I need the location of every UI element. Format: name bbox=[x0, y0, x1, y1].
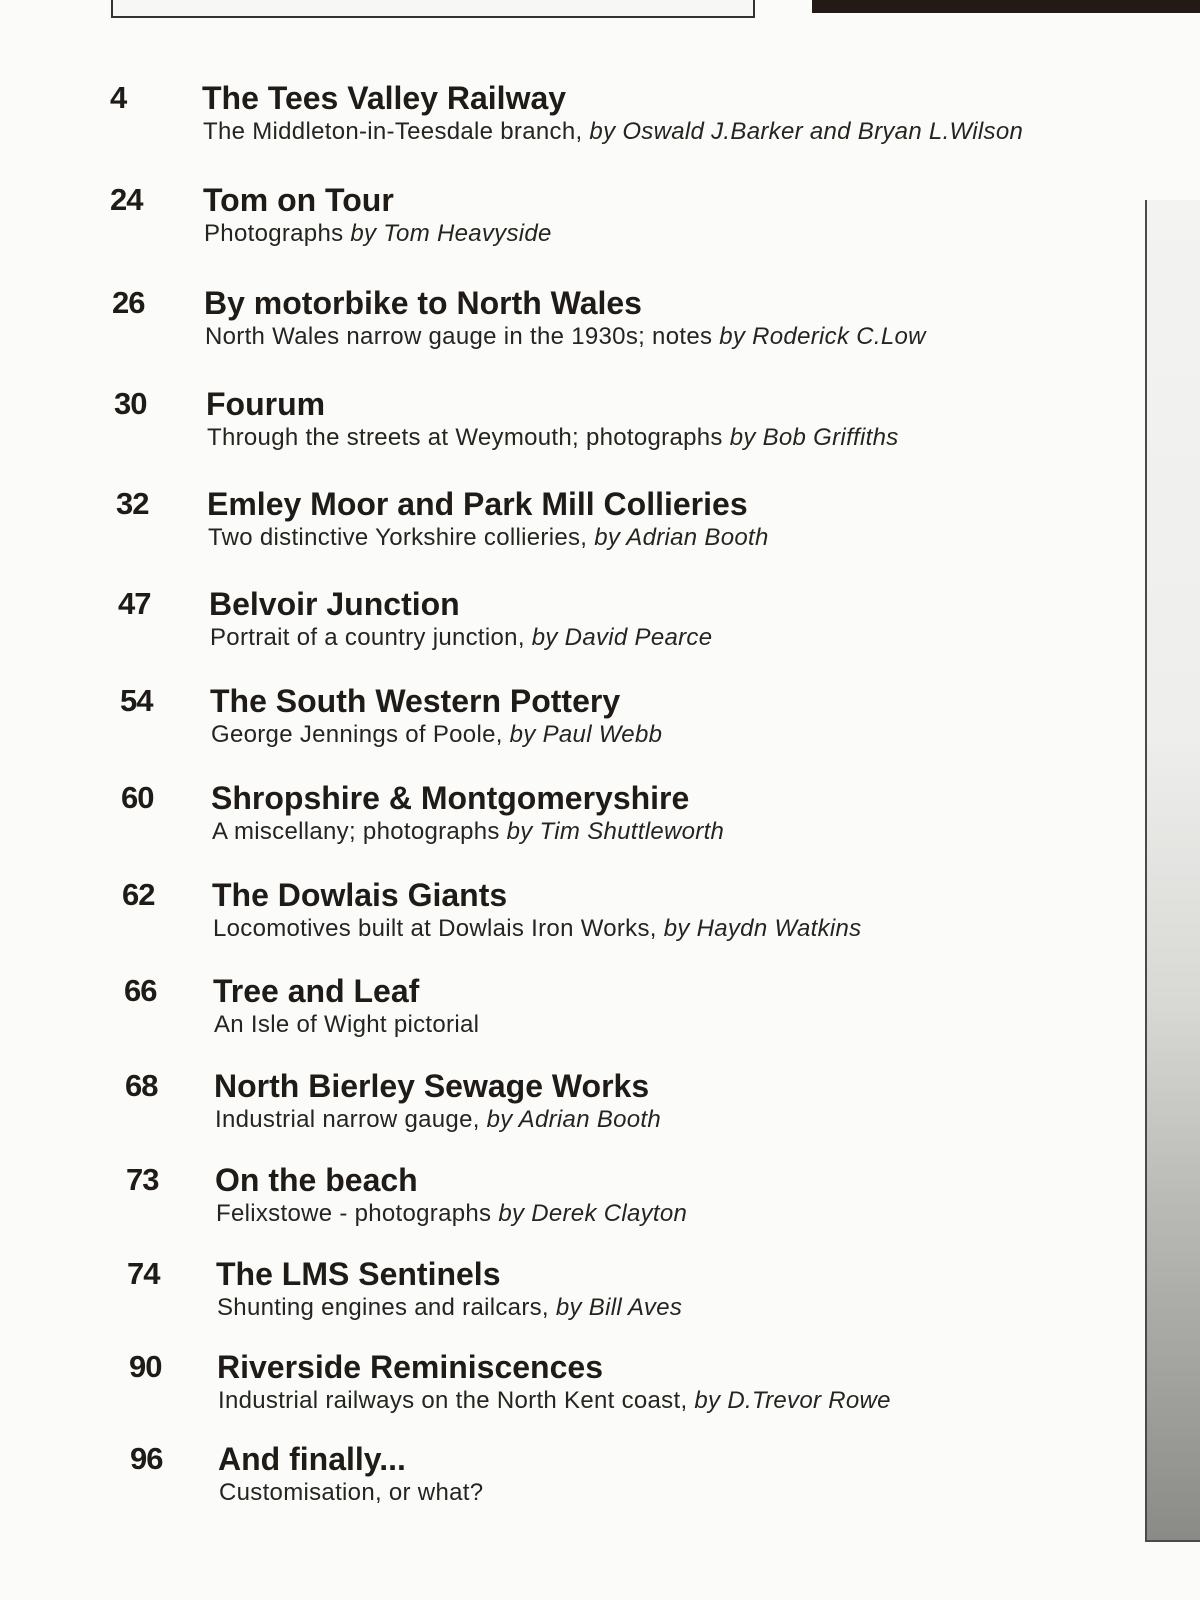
author-byline: by Derek Clayton bbox=[498, 1200, 688, 1227]
article-description bbox=[204, 220, 552, 248]
article-description bbox=[219, 1479, 483, 1507]
article-description bbox=[212, 818, 724, 846]
page-number: 90 bbox=[129, 1349, 162, 1384]
page-number: 47 bbox=[118, 586, 151, 621]
page-number: 30 bbox=[114, 386, 147, 421]
article-description bbox=[208, 524, 769, 552]
description-text: Shunting engines and railcars, bbox=[217, 1294, 549, 1321]
article-title: Emley Moor and Park Mill Collieries bbox=[207, 486, 748, 522]
toc-entry bbox=[0, 80, 1150, 160]
toc-entry bbox=[0, 1068, 1150, 1148]
toc-entry bbox=[0, 285, 1150, 365]
description-text: The Middleton-in-Teesdale branch, bbox=[203, 118, 583, 145]
article-title: Tree and Leaf bbox=[213, 973, 420, 1009]
article-description bbox=[207, 424, 899, 452]
article-title: By motorbike to North Wales bbox=[204, 285, 642, 321]
description-text: Portrait of a country junction, bbox=[210, 624, 525, 651]
article-description bbox=[217, 1294, 682, 1322]
article-title: The Tees Valley Railway bbox=[202, 80, 567, 116]
article-title: The Dowlais Giants bbox=[212, 877, 508, 913]
description-text: A miscellany; photographs bbox=[212, 818, 500, 845]
article-title: And finally... bbox=[218, 1441, 406, 1477]
article-title: Riverside Reminiscences bbox=[217, 1349, 603, 1385]
toc-entry bbox=[0, 780, 1150, 860]
toc-entry bbox=[0, 1162, 1150, 1242]
author-byline: by Tim Shuttleworth bbox=[506, 818, 725, 845]
article-title: The South Western Pottery bbox=[210, 683, 621, 719]
article-description bbox=[203, 118, 1023, 146]
author-byline: by David Pearce bbox=[531, 624, 713, 651]
description-text: Two distinctive Yorkshire collieries, bbox=[208, 524, 588, 551]
page-number: 62 bbox=[122, 877, 155, 912]
toc-entry bbox=[0, 683, 1150, 763]
article-description bbox=[216, 1200, 687, 1228]
article-title: Shropshire & Montgomeryshire bbox=[211, 780, 690, 816]
toc-entry bbox=[0, 973, 1150, 1053]
page-number: 74 bbox=[127, 1256, 160, 1291]
page-number: 54 bbox=[120, 683, 153, 718]
description-text: Customisation, or what? bbox=[219, 1479, 484, 1506]
article-description bbox=[211, 721, 662, 749]
author-byline: by Adrian Booth bbox=[594, 524, 769, 551]
toc-entry bbox=[0, 182, 1150, 262]
description-text: An Isle of Wight pictorial bbox=[214, 1011, 480, 1038]
page-number: 24 bbox=[110, 182, 143, 217]
article-description bbox=[215, 1106, 661, 1134]
page-number: 4 bbox=[110, 80, 127, 115]
toc-entry bbox=[0, 386, 1150, 466]
author-byline: by Bill Aves bbox=[555, 1294, 683, 1321]
page-number: 68 bbox=[125, 1068, 158, 1103]
article-description bbox=[214, 1011, 479, 1039]
toc-entry bbox=[0, 1349, 1150, 1429]
description-text: Industrial narrow gauge, bbox=[215, 1106, 480, 1133]
author-byline: by Oswald J.Barker and Bryan L.Wilson bbox=[589, 118, 1024, 145]
author-byline: by Tom Heavyside bbox=[350, 220, 552, 247]
page-number: 26 bbox=[112, 285, 145, 320]
description-text: Photographs bbox=[204, 220, 344, 247]
article-title: Belvoir Junction bbox=[209, 586, 460, 622]
author-byline: by D.Trevor Rowe bbox=[694, 1387, 891, 1414]
toc-entry bbox=[0, 586, 1150, 666]
article-title: North Bierley Sewage Works bbox=[214, 1068, 650, 1104]
toc-entry bbox=[0, 1441, 1150, 1521]
description-text: Locomotives built at Dowlais Iron Works, bbox=[213, 915, 657, 942]
description-text: George Jennings of Poole, bbox=[211, 721, 503, 748]
page-number: 96 bbox=[130, 1441, 163, 1476]
description-text: Felixstowe - photographs bbox=[216, 1200, 492, 1227]
author-byline: by Bob Griffiths bbox=[729, 424, 899, 451]
article-title: The LMS Sentinels bbox=[216, 1256, 501, 1292]
author-byline: by Adrian Booth bbox=[486, 1106, 662, 1133]
author-byline: by Paul Webb bbox=[509, 721, 663, 748]
description-text: Through the streets at Weymouth; photographs bbox=[207, 424, 723, 451]
toc-entry bbox=[0, 486, 1150, 566]
article-description bbox=[210, 624, 712, 652]
article-description bbox=[218, 1387, 891, 1415]
description-text: Industrial railways on the North Kent coast, bbox=[218, 1387, 688, 1414]
page-number: 32 bbox=[116, 486, 149, 521]
author-byline: by Roderick C.Low bbox=[719, 323, 926, 350]
page-number: 60 bbox=[121, 780, 154, 815]
page-number: 73 bbox=[126, 1162, 159, 1197]
toc-entry bbox=[0, 1256, 1150, 1336]
article-title: On the beach bbox=[215, 1162, 418, 1198]
article-description bbox=[213, 915, 861, 943]
article-title: Fourum bbox=[206, 386, 326, 422]
toc-entry bbox=[0, 877, 1150, 957]
page-number: 66 bbox=[124, 973, 157, 1008]
article-title: Tom on Tour bbox=[203, 182, 394, 218]
article-description bbox=[205, 323, 926, 351]
author-byline: by Haydn Watkins bbox=[663, 915, 862, 942]
description-text: North Wales narrow gauge in the 1930s; notes bbox=[205, 323, 713, 350]
